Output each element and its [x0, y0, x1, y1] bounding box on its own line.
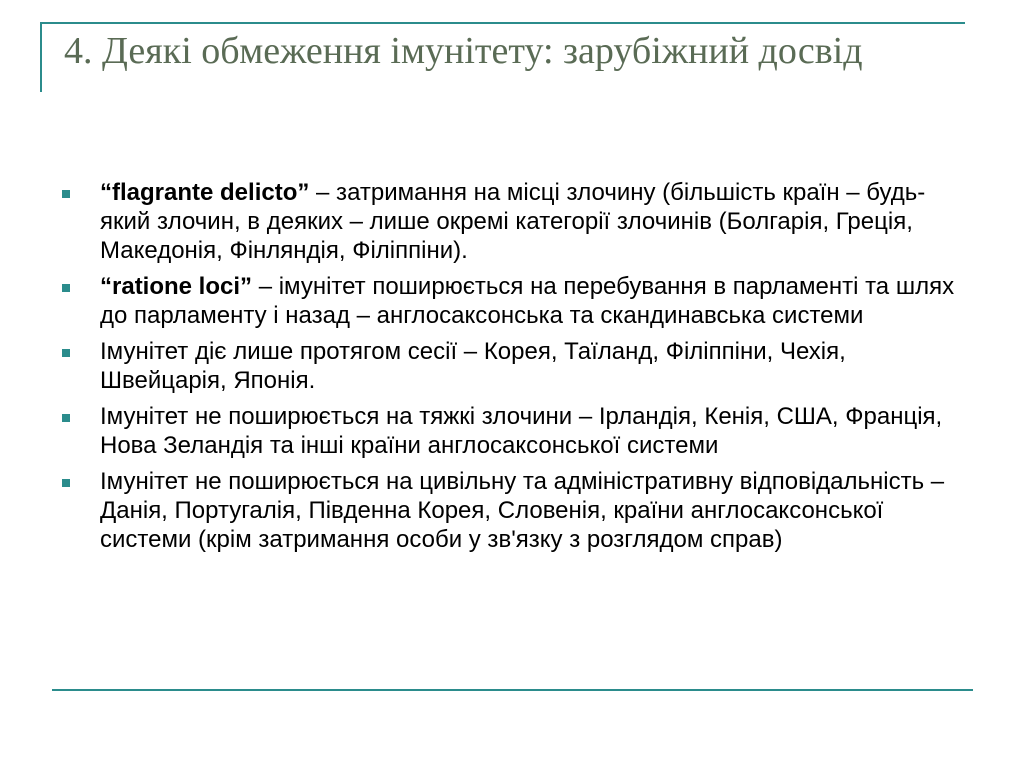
bullet-text: Імунітет діє лише протягом сесії – Корея, Таїланд, Філіппіни, Чехія, Швейцарія, Японія. [100, 338, 846, 394]
title-left-rule [40, 22, 42, 92]
footer-rule [52, 689, 973, 691]
bullet-text: – імунітет поширюється на перебування в парламенті та шлях до парламенту і назад – англосаксонська та скандинавська системи [100, 273, 955, 329]
square-bullet-icon [62, 414, 70, 422]
bullet-list [62, 178, 962, 561]
slide-title: 4. Деякі обмеження імунітету: зарубіжний досвід [64, 30, 863, 72]
square-bullet-icon [62, 349, 70, 357]
square-bullet-icon [62, 190, 70, 198]
bullet-term: “flagrante delicto” [100, 179, 310, 206]
bullet-item-serious-crimes [62, 402, 962, 460]
bullet-item-ratione-loci [62, 272, 962, 330]
bullet-text: Імунітет не поширюється на цивільну та адміністративну відповідальність – Данія, Португалія, Південна Корея, Словенія, країни англосаксонської системи (крім затримання особи у зв'язку з розглядом справ) [100, 468, 945, 553]
square-bullet-icon [62, 284, 70, 292]
bullet-item-flagrante-delicto [62, 178, 962, 265]
bullet-item-session-only [62, 337, 962, 395]
square-bullet-icon [62, 479, 70, 487]
bullet-text: – затримання на місці злочину (більшість країн – будь-який злочин, в деяких – лише окремі категорії злочинів (Болгарія, Греція, Македонія, Фінляндія, Філіппіни). [100, 179, 926, 264]
bullet-term: “ratione loci” [100, 273, 253, 300]
bullet-item-civil-liability [62, 467, 962, 554]
title-top-rule [40, 22, 965, 24]
bullet-text: Імунітет не поширюється на тяжкі злочини – Ірландія, Кенія, США, Франція, Нова Зеландія та інші країни англосаксонської системи [100, 403, 943, 459]
